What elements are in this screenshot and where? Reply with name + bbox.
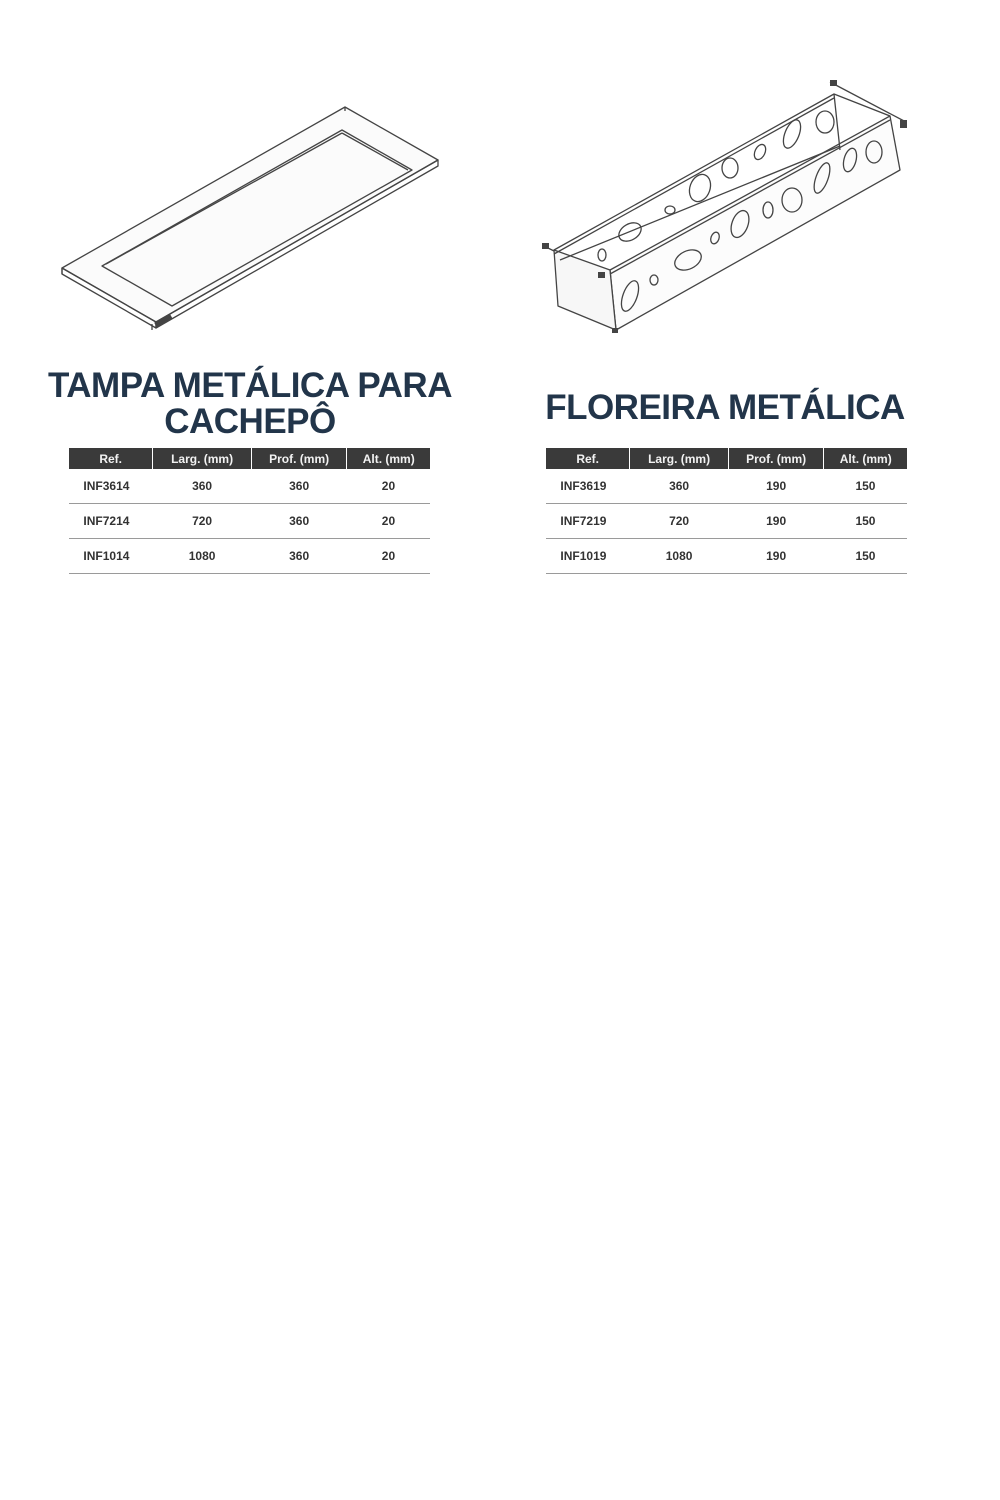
cell-depth: 190 <box>728 504 824 539</box>
header-width: Larg. (mm) <box>153 448 252 469</box>
spec-table <box>546 448 907 574</box>
header-depth: Prof. (mm) <box>251 448 347 469</box>
cell-width: 360 <box>630 469 729 504</box>
cell-ref: INF3619 <box>546 469 630 504</box>
cell-height: 20 <box>347 469 430 504</box>
cell-height: 20 <box>347 539 430 574</box>
title-line-2: CACHEPÔ <box>164 402 336 441</box>
product-title: FLOREIRA METÁLICA <box>545 388 905 427</box>
cell-ref: INF7219 <box>546 504 630 539</box>
cell-ref: INF3614 <box>69 469 153 504</box>
cell-ref: INF1014 <box>69 539 153 574</box>
cell-width: 1080 <box>630 539 729 574</box>
product-title <box>40 368 460 440</box>
table-header-row <box>69 448 430 469</box>
cell-width: 720 <box>153 504 252 539</box>
table-row <box>69 469 430 504</box>
cell-width: 360 <box>153 469 252 504</box>
cell-height: 20 <box>347 504 430 539</box>
header-ref: Ref. <box>69 448 153 469</box>
title-line-1: TAMPA METÁLICA PARA <box>48 366 452 405</box>
cell-depth: 360 <box>251 469 347 504</box>
metal-lid-drawing <box>40 70 460 340</box>
header-height: Alt. (mm) <box>347 448 430 469</box>
table-row <box>69 539 430 574</box>
cell-depth: 190 <box>728 539 824 574</box>
header-width: Larg. (mm) <box>630 448 729 469</box>
table-header-row <box>546 448 907 469</box>
cell-ref: INF7214 <box>69 504 153 539</box>
cell-ref: INF1019 <box>546 539 630 574</box>
header-depth: Prof. (mm) <box>728 448 824 469</box>
cell-depth: 190 <box>728 469 824 504</box>
cell-depth: 360 <box>251 504 347 539</box>
metal-planter-drawing <box>530 60 920 340</box>
table-row <box>69 504 430 539</box>
cell-height: 150 <box>824 504 907 539</box>
table-row <box>546 539 907 574</box>
header-height: Alt. (mm) <box>824 448 907 469</box>
cell-width: 720 <box>630 504 729 539</box>
cell-depth: 360 <box>251 539 347 574</box>
table-row <box>546 504 907 539</box>
cell-height: 150 <box>824 469 907 504</box>
spec-table <box>69 448 430 574</box>
header-ref: Ref. <box>546 448 630 469</box>
table-row <box>546 469 907 504</box>
cell-width: 1080 <box>153 539 252 574</box>
cell-height: 150 <box>824 539 907 574</box>
